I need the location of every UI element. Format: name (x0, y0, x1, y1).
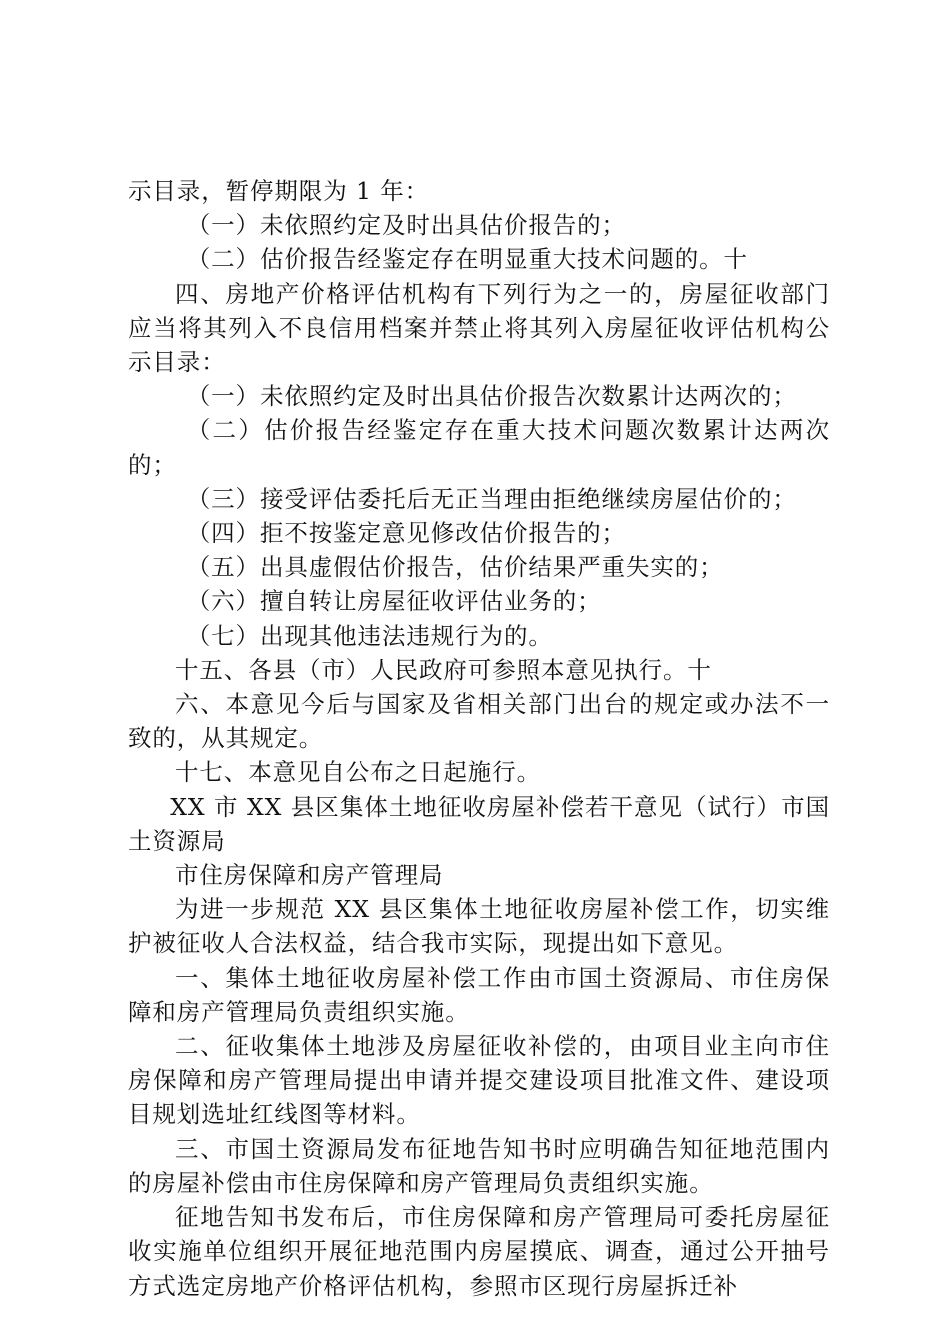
paragraph-11: （七）出现其他违法违规行为的。 (186, 621, 553, 650)
paragraph-21: 征地告知书发布后，市住房保障和房产管理局可委托房屋征收实施单位组织开展征地范围内房屋摸底、调查，通过公开抽号方式选定房地产价格评估机构，参照市区现行房屋拆迁补 (128, 1203, 830, 1300)
paragraph-13: 六、本意见今后与国家及省相关部门出台的规定或办法不一致的，从其规定。 (128, 690, 830, 753)
paragraph-10: （六）擅自转让房屋征收评估业务的； (186, 587, 602, 616)
paragraph-2: （一）未依照约定及时出具估价报告的； (186, 211, 626, 240)
paragraph-19: 二、征收集体土地涉及房屋征收补偿的，由项目业主向市住房保障和房产管理局提出申请并提交建设项目批准文件、建设项目规划选址红线图等材料。 (128, 1032, 830, 1129)
paragraph-20: 三、市国土资源局发布征地告知书时应明确告知征地范围内的房屋补偿由市住房保障和房产管理局负责组织实施。 (128, 1134, 830, 1197)
paragraph-12: 十五、各县（市）人民政府可参照本意见执行。十 (175, 655, 712, 684)
paragraph-9: （五）出具虚假估价报告，估价结果严重失实的； (186, 553, 724, 582)
paragraph-16: 市住房保障和房产管理局 (175, 861, 444, 890)
paragraph-3: （二）估价报告经鉴定存在明显重大技术问题的。十 (186, 245, 748, 274)
paragraph-5: （一）未依照约定及时出具估价报告次数累计达两次的； (186, 382, 797, 411)
paragraph-17: 为进一步规范 XX 县区集体土地征收房屋补偿工作，切实维护被征收人合法权益，结合我市实际，现提出如下意见。 (128, 895, 830, 958)
paragraph-18: 一、集体土地征收房屋补偿工作由市国土资源局、市住房保障和房产管理局负责组织实施。 (128, 963, 830, 1026)
paragraph-1: 示目录，暂停期限为 1 年： (128, 177, 429, 205)
paragraph-7: （三）接受评估委托后无正当理由拒绝继续房屋估价的； (186, 484, 797, 513)
paragraph-8: （四）拒不按鉴定意见修改估价报告的； (186, 519, 626, 548)
paragraph-4: 四、房地产价格评估机构有下列行为之一的，房屋征收部门应当将其列入不良信用档案并禁止将其列入房屋征收评估机构公示目录： (128, 279, 830, 377)
document-body (128, 174, 830, 1303)
paragraph-6: （二）估价报告经鉴定存在重大技术问题次数累计达两次的； (128, 416, 830, 479)
paragraph-14: 十七、本意见自公布之日起施行。 (175, 758, 541, 787)
paragraph-15: XX 市 XX 县区集体土地征收房屋补偿若干意见（试行）市国土资源局 (128, 792, 830, 855)
